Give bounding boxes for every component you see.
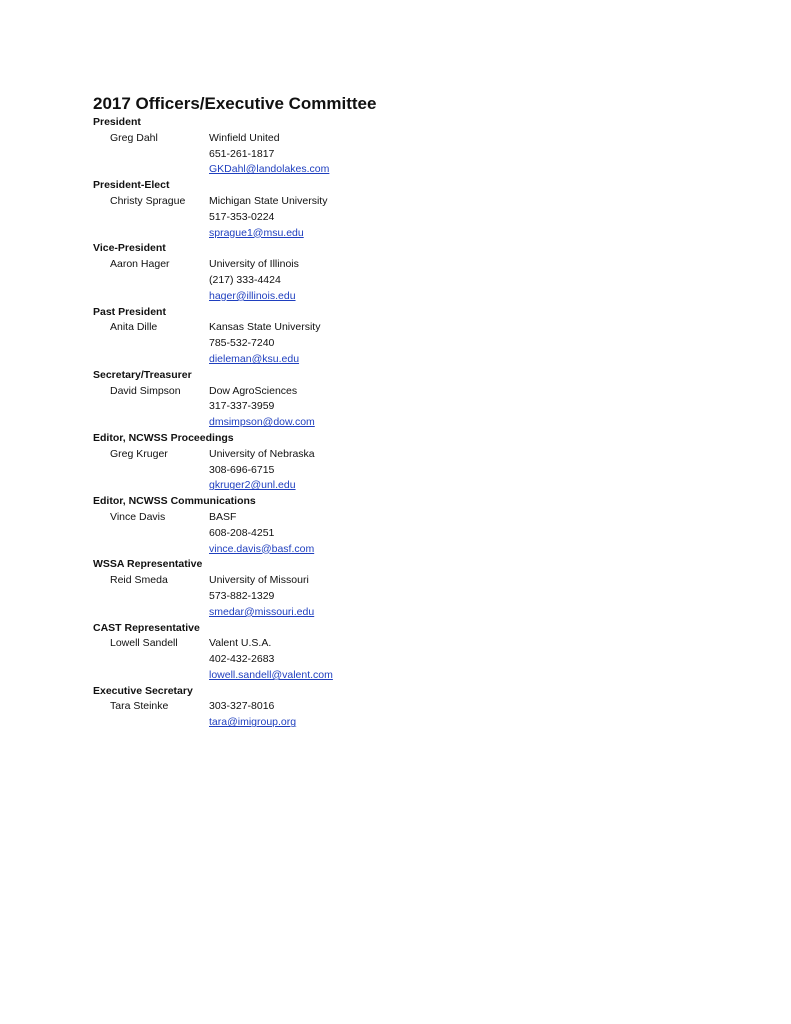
role-heading: Past President bbox=[93, 305, 166, 318]
entry-line bbox=[93, 257, 733, 273]
member-name: Anita Dille bbox=[110, 321, 158, 334]
email-link[interactable]: hager@illinois.edu bbox=[209, 289, 296, 302]
entry-line bbox=[93, 573, 733, 589]
phone-number: 785-532-7240 bbox=[209, 337, 275, 350]
organization: Michigan State University bbox=[209, 194, 328, 207]
committee-entry bbox=[93, 241, 733, 304]
entry-line bbox=[93, 715, 733, 731]
entry-line bbox=[93, 194, 733, 210]
member-name: Reid Smeda bbox=[110, 574, 168, 587]
entry-line bbox=[93, 162, 733, 178]
entry-line bbox=[93, 273, 733, 289]
phone-number: (217) 333-4424 bbox=[209, 273, 281, 286]
entry-line bbox=[93, 210, 733, 226]
page-title: 2017 Officers/Executive Committee bbox=[93, 94, 377, 113]
organization: University of Missouri bbox=[209, 574, 309, 587]
phone-number: 573-882-1329 bbox=[209, 589, 275, 602]
email-link[interactable]: vince.davis@basf.com bbox=[209, 542, 315, 555]
entry-line bbox=[93, 352, 733, 368]
organization: University of Nebraska bbox=[209, 447, 315, 460]
entry-line bbox=[93, 526, 733, 542]
entry-line bbox=[93, 605, 733, 621]
phone-number: 303-327-8016 bbox=[209, 700, 275, 713]
document-page bbox=[93, 94, 733, 731]
entry-line bbox=[93, 415, 733, 431]
member-name: Lowell Sandell bbox=[110, 637, 178, 650]
entry-line bbox=[93, 384, 733, 400]
entry-line bbox=[93, 463, 733, 479]
entry-line bbox=[93, 510, 733, 526]
member-name: Greg Dahl bbox=[110, 131, 158, 144]
role-heading: President bbox=[93, 116, 141, 128]
entry-line bbox=[93, 131, 733, 147]
email-link[interactable]: lowell.sandell@valent.com bbox=[209, 668, 333, 681]
entry-line bbox=[93, 542, 733, 558]
entry-line bbox=[93, 226, 733, 242]
organization: Valent U.S.A. bbox=[209, 637, 272, 650]
committee-list bbox=[93, 115, 733, 731]
role-heading: Executive Secretary bbox=[93, 684, 193, 697]
member-name: Vince Davis bbox=[110, 510, 166, 523]
role-heading: WSSA Representative bbox=[93, 558, 203, 571]
entry-line bbox=[93, 699, 733, 715]
member-name: Greg Kruger bbox=[110, 447, 168, 460]
role-heading: CAST Representative bbox=[93, 621, 200, 634]
member-name: Tara Steinke bbox=[110, 700, 169, 713]
entry-line bbox=[93, 320, 733, 336]
email-link[interactable]: dieleman@ksu.edu bbox=[209, 352, 300, 365]
email-link[interactable]: dmsimpson@dow.com bbox=[209, 416, 315, 429]
role-heading: Vice-President bbox=[93, 242, 166, 255]
phone-number: 651-261-1817 bbox=[209, 147, 275, 160]
committee-entry bbox=[93, 368, 733, 431]
role-heading: Editor, NCWSS Communications bbox=[93, 495, 256, 508]
entry-line bbox=[93, 636, 733, 652]
committee-entry bbox=[93, 115, 733, 178]
organization: Kansas State University bbox=[209, 321, 321, 334]
phone-number: 608-208-4251 bbox=[209, 526, 275, 539]
email-link[interactable]: tara@imigroup.org bbox=[209, 716, 297, 729]
member-name: Aaron Hager bbox=[110, 258, 170, 271]
member-name: Christy Sprague bbox=[110, 194, 186, 207]
organization: BASF bbox=[209, 510, 237, 523]
entry-line bbox=[93, 336, 733, 352]
committee-entry bbox=[93, 305, 733, 368]
role-heading: Secretary/Treasurer bbox=[93, 368, 192, 381]
entry-line bbox=[93, 399, 733, 415]
organization: Winfield United bbox=[209, 131, 280, 144]
entry-line bbox=[93, 668, 733, 684]
phone-number: 308-696-6715 bbox=[209, 463, 275, 476]
committee-entry bbox=[93, 178, 733, 241]
entry-line bbox=[93, 478, 733, 494]
email-link[interactable]: GKDahl@landolakes.com bbox=[209, 163, 330, 176]
entry-line bbox=[93, 447, 733, 463]
member-name: David Simpson bbox=[110, 384, 181, 397]
role-heading: Editor, NCWSS Proceedings bbox=[93, 431, 234, 444]
role-heading: President-Elect bbox=[93, 179, 170, 192]
organization: Dow AgroSciences bbox=[209, 384, 298, 397]
organization: University of Illinois bbox=[209, 258, 299, 271]
committee-entry bbox=[93, 557, 733, 620]
entry-line bbox=[93, 589, 733, 605]
committee-entry bbox=[93, 621, 733, 684]
entry-line bbox=[93, 147, 733, 163]
committee-entry bbox=[93, 684, 733, 731]
email-link[interactable]: sprague1@msu.edu bbox=[209, 226, 304, 239]
entry-line bbox=[93, 652, 733, 668]
phone-number: 517-353-0224 bbox=[209, 210, 275, 223]
phone-number: 317-337-3959 bbox=[209, 400, 275, 413]
email-link[interactable]: smedar@missouri.edu bbox=[209, 605, 315, 618]
email-link[interactable]: gkruger2@unl.edu bbox=[209, 479, 296, 492]
entry-line bbox=[93, 289, 733, 305]
phone-number: 402-432-2683 bbox=[209, 653, 275, 666]
committee-entry bbox=[93, 494, 733, 557]
committee-entry bbox=[93, 431, 733, 494]
